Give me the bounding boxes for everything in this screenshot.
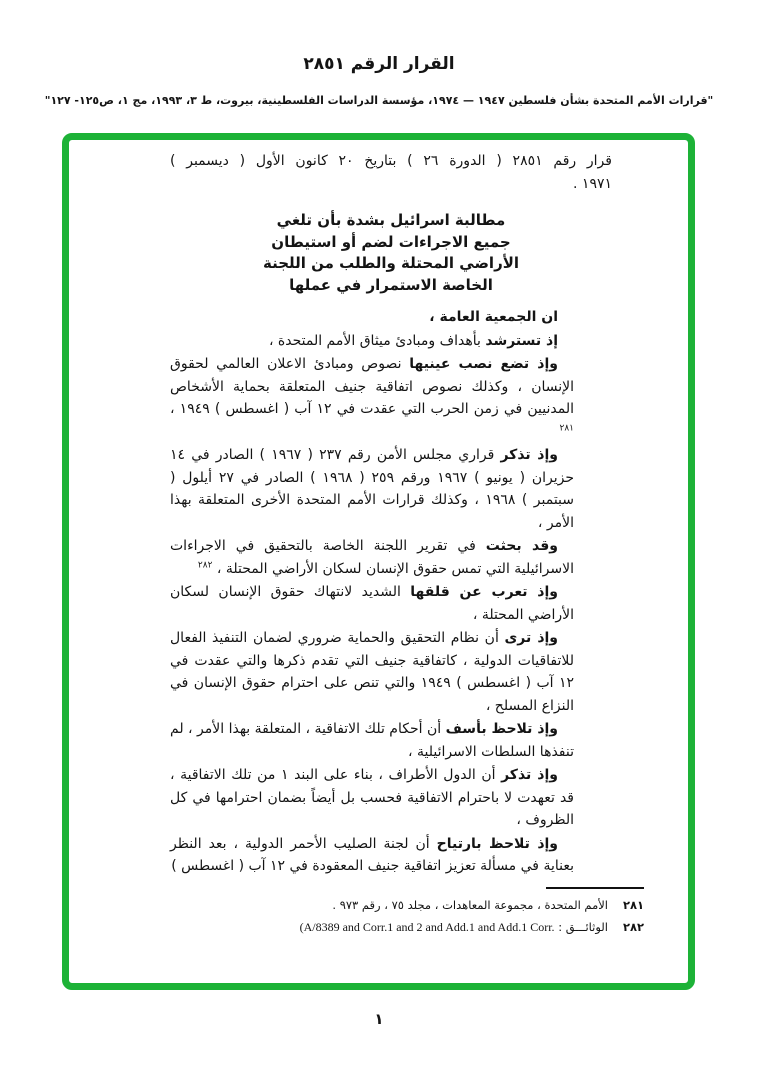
resolution-subject [170, 210, 612, 296]
paragraph-lead: وإذ تلاحظ بارتياح [436, 835, 559, 852]
footnote-marker: ٢٨١ [622, 898, 644, 912]
paragraph-lead: وإذ ترى [504, 630, 559, 646]
footnote-reference: ٢٨١ [559, 422, 574, 433]
paragraph-text: في تقرير اللجنة الخاصة بالتحقيق في الاجراءات الاسرائيلية التي تمس حقوق الإنسان لسكان الأراضي المحتلة ، [170, 538, 574, 577]
footnote-text: الأمم المتحدة ، مجموعة المعاهدات ، مجلد ٧٥ ، رقم ٩٧٣ . [332, 898, 608, 912]
paragraph-lead: وإذ تذكر [501, 767, 558, 783]
footnote-document-symbols: (A/8389 and Corr.1 and 2 and Add.1 and Add.1 Corr. [299, 920, 555, 934]
resolution-subject-line: جميع الاجراءات لضم أو استيطان [271, 232, 511, 251]
paragraph-lead: وإذ تضع نصب عينيها [409, 356, 558, 372]
paragraph [170, 353, 574, 443]
footnotes-section [105, 887, 644, 942]
resolution-heading-line1: قرار رقم ٢٨٥١ ( الدورة ٢٦ ) بتاريخ ٢٠ كانون الأول ( ديسمبر ) [170, 153, 612, 169]
paragraph-text: أن أحكام تلك الاتفاقية ، المتعلقة بهذا الأمر ، لم تنفذها السلطات الاسرائيلية ، [170, 721, 574, 760]
paragraph-lead: وإذ تلاحظ بأسف [445, 721, 559, 737]
paragraph-text: أن الدول الأطراف ، بناء على البند ١ من تلك الاتفاقية ، قد تعهدت لا باحترام الاتفاقية فحسب بل أيضاً بضمان احترامها في كل الظروف ، [170, 767, 574, 828]
paragraph [170, 581, 574, 626]
paragraph-text: أن نظام التحقيق والحماية ضروري لضمان التنفيذ الفعال للاتفاقيات الدولية ، كاتفاقية جنيف التي تقدم ذكرها والتي عقدت في ١٢ آب ( اغسطس ) ١٩٤٩ والتي تنص على احترام حقوق الإنسان في النزاع المسلح ، [170, 630, 574, 714]
resolution-subject-line: مطالبة اسرائيل بشدة بأن تلغي [276, 211, 506, 229]
paragraph [170, 330, 574, 353]
footnote [105, 920, 644, 935]
resolution-heading-line2: ١٩٧١ . [573, 176, 612, 192]
paragraph [170, 627, 574, 717]
paragraph-preamble [170, 306, 574, 329]
paragraph-text: أن لجنة الصليب الأحمر الدولية ، بعد النظر بعناية في مسألة تعزيز اتفاقية جنيف المعقودة في ١٢ آب ( اغسطس ) [170, 835, 574, 874]
document-title: القرار الرقم ٢٨٥١ [303, 54, 455, 74]
paragraph-lead: إذ تسترشد [485, 332, 558, 349]
source-citation: "قرارات الأمم المتحدة بشأن فلسطين ١٩٤٧ — ١٩٧٤، مؤسسة الدراسات الفلسطينية، بيروت، ط ٣، ١٩٩٣، مج ١، ص١٢٥- ١٢٧" [44, 94, 714, 107]
paragraph-lead: وإذ تذكر [500, 447, 558, 463]
paragraph [170, 833, 574, 878]
paragraph-lead: وقد بحثت [485, 538, 559, 554]
footnote-label: الوثائـــق : [558, 920, 608, 934]
paragraph-text: الشديد لانتهاك حقوق الإنسان لسكان الأراضي المحتلة ، [170, 584, 574, 623]
paragraph-text: قراري مجلس الأمن رقم ٢٣٧ ( ١٩٦٧ ) الصادر في ١٤ حزيران ( يونيو ) ١٩٦٧ ورقم ٢٥٩ ( ١٩٦٨ ) الصادر في ٢٧ أيلول ( سبتمبر ) ١٩٦٨ ، وكذلك قرارات الأمم المتحدة الأخرى المتعلقة بهذا الأمر ، [170, 447, 574, 531]
footnote-text [300, 920, 608, 935]
paragraph [170, 764, 574, 832]
green-border-frame [62, 133, 695, 990]
paragraph-text: نصوص ومبادئ الاعلان العالمي لحقوق الإنسان ، وكذلك نصوص اتفاقية جنيف المتعلقة بحماية الأشخاص المدنيين في زمن الحرب التي عقدت في ١٢ آب ( اغسطس ) ١٩٤٩ ، [170, 356, 574, 417]
resolution-subject-line: الخاصة الاستمرار في عملها [289, 275, 493, 294]
paragraph [170, 535, 574, 580]
footnote-reference: ٢٨٢ [197, 559, 213, 570]
page-number: ١ [374, 1010, 384, 1028]
footnote-separator [546, 887, 644, 889]
resolution-heading [170, 150, 612, 196]
resolution-subject-line: الأراضي المحتلة والطلب من اللجنة [262, 254, 520, 272]
paragraph-text: بأهداف ومبادئ ميثاق الأمم المتحدة ، [268, 332, 486, 349]
paragraph [170, 444, 574, 534]
footnote-marker: ٢٨٢ [622, 920, 644, 934]
paragraph-lead: وإذ تعرب عن قلقها [410, 584, 558, 600]
paragraph [170, 718, 574, 763]
resolution-content [69, 140, 688, 878]
paragraph-lead: ان الجمعية العامة ، [429, 309, 558, 325]
resolution-body [170, 306, 612, 878]
footnote [105, 898, 644, 913]
